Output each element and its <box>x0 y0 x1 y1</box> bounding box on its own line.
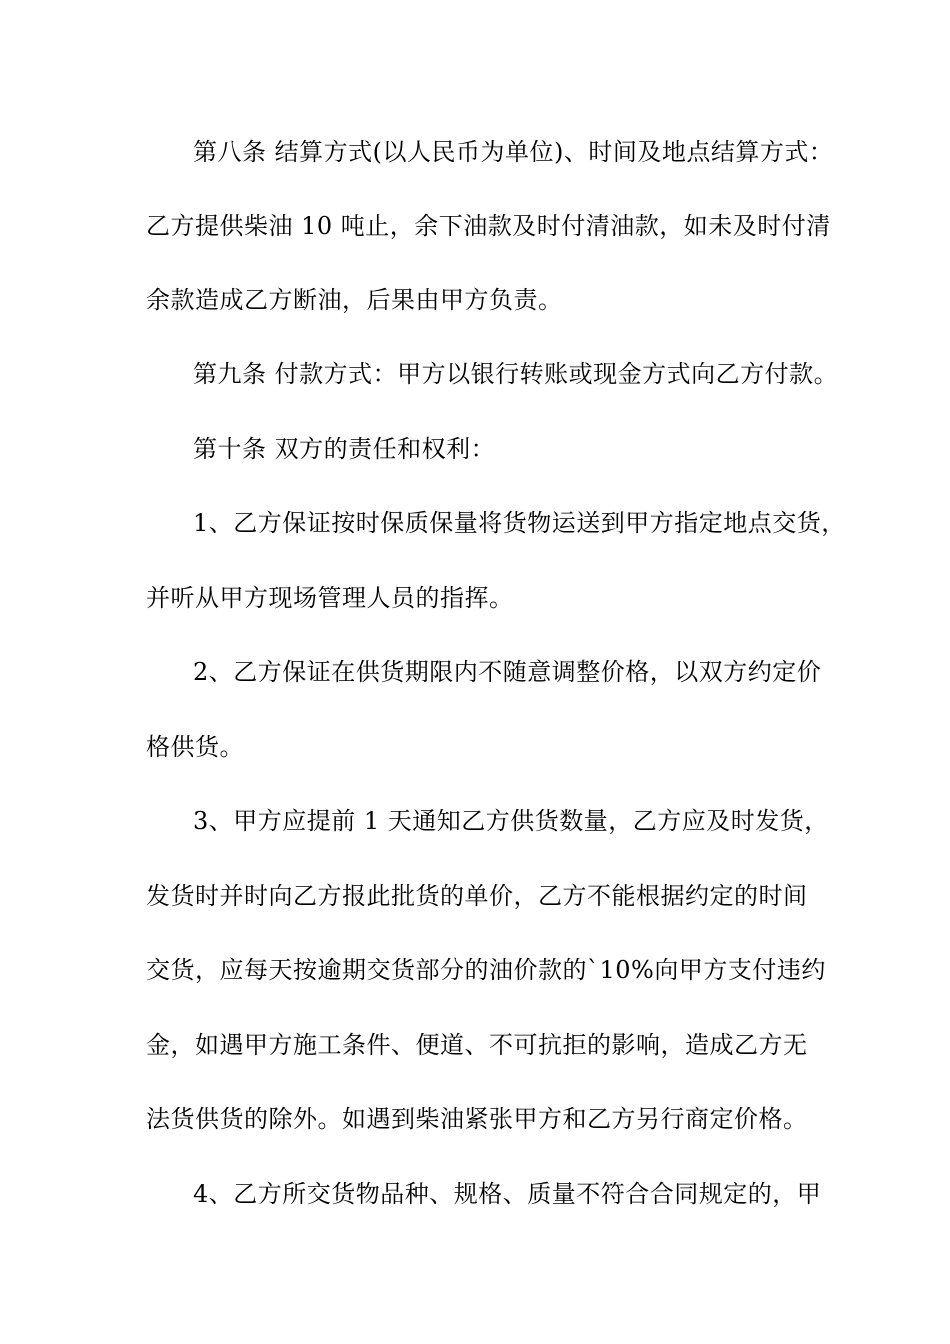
article-8-heading: 第八条 结算方式(以人民币为单位)、时间及地点结算方式： <box>193 138 834 166</box>
clause-3-line: 3、甲方应提前 1 天通知乙方供货数量，乙方应及时发货， <box>193 807 829 835</box>
clause-3-line: 发货时并时向乙方报此批货的单价，乙方不能根据约定的时间 <box>146 882 808 910</box>
article-8-text-line: 乙方提供柴油 10 吨止，余下油款及时付清油款，如未及时付清 <box>146 212 831 240</box>
clause-2-line: 2、乙方保证在供货期限内不随意调整价格，以双方约定价 <box>193 658 822 686</box>
clause-3-line: 金，如遇甲方施工条件、便道、不可抗拒的影响，造成乙方无 <box>146 1031 808 1059</box>
clause-2-line: 格供货。 <box>146 733 244 761</box>
clause-1-line: 1、乙方保证按时保质保量将货物运送到甲方指定地点交货， <box>193 509 846 537</box>
article-10-heading: 第十条 双方的责任和权利： <box>193 435 496 463</box>
article-8-text-line: 余款造成乙方断油，后果由甲方负责。 <box>146 286 563 314</box>
clause-3-line: 法货供货的除外。如遇到柴油紧张甲方和乙方另行商定价格。 <box>146 1105 808 1133</box>
article-9-heading: 第九条 付款方式：甲方以银行转账或现金方式向乙方付款。 <box>193 360 839 388</box>
clause-4-line: 4、乙方所交货物品种、规格、质量不符合合同规定的，甲 <box>193 1180 822 1208</box>
clause-1-line: 并听从甲方现场管理人员的指挥。 <box>146 584 514 612</box>
clause-3-line: 交货，应每天按逾期交货部分的油价款的`10%向甲方支付违约 <box>146 956 826 984</box>
